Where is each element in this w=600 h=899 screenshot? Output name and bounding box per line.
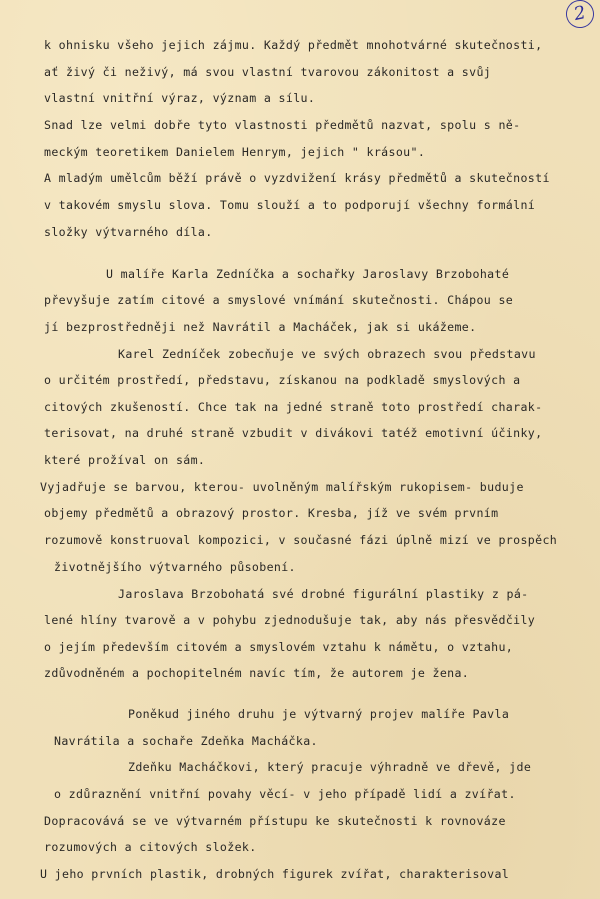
text-line: U malíře Karla Zedníčka a sochařky Jaroslavy Brzobohaté <box>106 267 510 281</box>
text-line: Poněkud jiného druhu je výtvarný projev malíře Pavla <box>128 707 510 721</box>
text-line: Vyjadřuje se barvou, kterou- uvolněným malířským rukopisem- buduje <box>40 480 524 494</box>
text-line: meckým teoretikem Danielem Henrym, jejich " krásou". <box>44 145 426 159</box>
text-line: citových zkušeností. Chce tak na jedné straně toto prostředí charak- <box>44 400 543 414</box>
text-line: Karel Zedníček zobecňuje ve svých obrazech svou představu <box>118 347 536 361</box>
text-line: v takovém smyslu slova. Tomu slouží a to podporují všechny formální <box>44 198 536 212</box>
text-line: Navrátila a sochaře Zdeňka Macháčka. <box>54 734 318 748</box>
text-line: složky výtvarného díla. <box>44 225 213 239</box>
text-line: Jaroslava Brzobohatá své drobné figurální plastiky z pá- <box>118 587 529 601</box>
text-line: Snad lze velmi dobře tyto vlastnosti předmětů nazvat, spolu s ně- <box>44 118 521 132</box>
text-line: které prožíval on sám. <box>44 453 206 467</box>
text-line: převyšuje zatím citové a smyslové vnímání skutečnosti. Chápou se <box>44 293 514 307</box>
text-line: o určitém prostředí, představu, získanou na podkladě smyslových a <box>44 373 521 387</box>
text-line: terisovat, na druhé straně vzbudit v divákovi tatéž emotivní účinky, <box>44 426 543 440</box>
text-line: k ohnisku všeho jejich zájmu. Každý předmět mnohotvárné skutečnosti, <box>44 38 543 52</box>
text-line: rozumových a citových složek. <box>44 840 257 854</box>
text-line: ať živý či neživý, má svou vlastní tvarovou zákonitost a svůj <box>44 65 492 79</box>
text-line: o jejím především citovém a smyslovém vztahu k námětu, o vztahu, <box>44 640 514 654</box>
text-line: Dopracovává se ve výtvarném přístupu ke skutečnosti k rovnováze <box>44 814 506 828</box>
text-line: o zdůraznění vnitřní povahy věcí- v jeho případě lidí a zvířat. <box>54 787 516 801</box>
text-line: jí bezprostředněji než Navrátil a Macháček, jak si ukážeme. <box>44 320 477 334</box>
text-line: Zdeňku Macháčkovi, který pracuje výhradně ve dřevě, jde <box>128 760 532 774</box>
text-line: lené hlíny tvarově a v pohybu zjednodušuje tak, aby nás přesvědčily <box>44 613 536 627</box>
text-line: vlastní vnitřní výraz, význam a sílu. <box>44 91 316 105</box>
text-line: objemy předmětů a obrazový prostor. Kresba, jíž ve svém prvním <box>44 506 499 520</box>
text-line: životnějšího výtvarného působení. <box>54 560 296 574</box>
text-line: A mladým umělcům běží právě o vyzdvižení krásy předmětů a skutečností <box>44 171 550 185</box>
text-line: zdůvodněném a pochopitelném navíc tím, že autorem je žena. <box>44 666 470 680</box>
text-line: U jeho prvních plastik, drobných figurek zvířat, charakterisoval <box>40 867 510 881</box>
page-number: 2 <box>563 0 596 31</box>
text-line: rozumově konstruoval kompozici, v současné fázi úplně mizí ve prospěch <box>44 533 558 547</box>
